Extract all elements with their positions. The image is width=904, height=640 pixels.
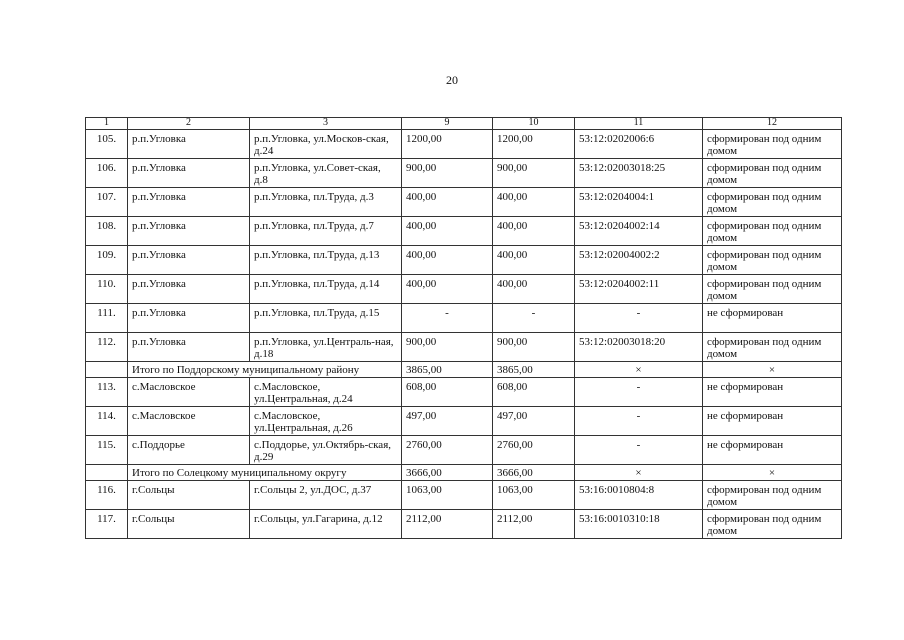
table-row: [86, 130, 842, 159]
row-settlement: с.Поддорье: [128, 436, 250, 465]
table-row: [86, 188, 842, 217]
row-col12: сформирован под одним домом: [703, 246, 842, 275]
row-col10: -: [493, 304, 575, 333]
subtotal-num-cell: [86, 362, 128, 378]
row-col10: 400,00: [493, 275, 575, 304]
table-row: [86, 217, 842, 246]
table-row: [86, 481, 842, 510]
header-row: [86, 118, 842, 130]
row-number: 117.: [86, 510, 128, 539]
row-col11: 53:12:02003018:20: [575, 333, 703, 362]
row-settlement: р.п.Угловка: [128, 188, 250, 217]
row-col11: -: [575, 407, 703, 436]
row-col9: 497,00: [402, 407, 493, 436]
row-number: 115.: [86, 436, 128, 465]
row-address: р.п.Угловка, пл.Труда, д.15: [250, 304, 402, 333]
row-col12: сформирован под одним домом: [703, 481, 842, 510]
row-address: р.п.Угловка, ул.Централь-ная, д.18: [250, 333, 402, 362]
row-number: 110.: [86, 275, 128, 304]
row-col10: 400,00: [493, 217, 575, 246]
subtotal-num-cell: [86, 465, 128, 481]
row-address: с.Масловское, ул.Центральная, д.24: [250, 378, 402, 407]
col-header-12: 12: [703, 118, 842, 130]
subtotal-label: [128, 362, 402, 378]
row-col9: -: [402, 304, 493, 333]
row-col11: -: [575, 304, 703, 333]
row-settlement: р.п.Угловка: [128, 159, 250, 188]
row-address: р.п.Угловка, пл.Труда, д.7: [250, 217, 402, 246]
subtotal-label: [128, 465, 402, 481]
row-col9: 900,00: [402, 333, 493, 362]
row-col10: 900,00: [493, 159, 575, 188]
subtotal-row: [86, 465, 842, 481]
row-number: 106.: [86, 159, 128, 188]
row-col12: не сформирован: [703, 407, 842, 436]
subtotal-col12: ×: [703, 465, 842, 481]
row-col11: 53:12:0204002:14: [575, 217, 703, 246]
page-number: 20: [446, 73, 458, 87]
row-address: р.п.Угловка, ул.Совет-ская, д.8: [250, 159, 402, 188]
row-col11: 53:12:0204004:1: [575, 188, 703, 217]
row-address: р.п.Угловка, пл.Труда, д.13: [250, 246, 402, 275]
row-col12: сформирован под одним домом: [703, 333, 842, 362]
table-row: [86, 275, 842, 304]
table-row: [86, 436, 842, 465]
row-col12: сформирован под одним домом: [703, 188, 842, 217]
row-col10: 497,00: [493, 407, 575, 436]
table-row: [86, 159, 842, 188]
row-settlement: р.п.Угловка: [128, 130, 250, 159]
col-header-1: 1: [86, 118, 128, 130]
table-row: [86, 333, 842, 362]
row-col9: 1063,00: [402, 481, 493, 510]
row-address: г.Сольцы 2, ул.ДОС, д.37: [250, 481, 402, 510]
subtotal-col10: 3865,00: [493, 362, 575, 378]
table-row: [86, 246, 842, 275]
col-header-10: 10: [493, 118, 575, 130]
table-row: [86, 304, 842, 333]
row-col10: 608,00: [493, 378, 575, 407]
col-header-11: 11: [575, 118, 703, 130]
row-address: с.Поддорье, ул.Октябрь-ская, д.29: [250, 436, 402, 465]
table-row: [86, 510, 842, 539]
row-col10: 1200,00: [493, 130, 575, 159]
row-col11: 53:16:0010310:18: [575, 510, 703, 539]
table-row: [86, 407, 842, 436]
subtotal-col9: 3865,00: [402, 362, 493, 378]
row-address: р.п.Угловка, пл.Труда, д.14: [250, 275, 402, 304]
registry-table: [85, 117, 842, 539]
row-number: 112.: [86, 333, 128, 362]
row-number: 109.: [86, 246, 128, 275]
row-col9: 400,00: [402, 217, 493, 246]
row-col10: 400,00: [493, 246, 575, 275]
row-number: 114.: [86, 407, 128, 436]
row-number: 111.: [86, 304, 128, 333]
table-body: [86, 130, 842, 539]
row-col9: 400,00: [402, 188, 493, 217]
row-number: 113.: [86, 378, 128, 407]
row-col10: 900,00: [493, 333, 575, 362]
row-col9: 2760,00: [402, 436, 493, 465]
subtotal-col10: 3666,00: [493, 465, 575, 481]
row-col11: 53:12:02003018:25: [575, 159, 703, 188]
row-col11: -: [575, 436, 703, 465]
subtotal-col9: 3666,00: [402, 465, 493, 481]
row-number: 116.: [86, 481, 128, 510]
row-settlement: г.Сольцы: [128, 481, 250, 510]
subtotal-col11: ×: [575, 465, 703, 481]
row-settlement: р.п.Угловка: [128, 217, 250, 246]
row-col10: 2760,00: [493, 436, 575, 465]
row-col11: 53:16:0010804:8: [575, 481, 703, 510]
row-col10: 1063,00: [493, 481, 575, 510]
row-col10: 400,00: [493, 188, 575, 217]
row-settlement: г.Сольцы: [128, 510, 250, 539]
row-settlement: с.Масловское: [128, 378, 250, 407]
col-header-2: 2: [128, 118, 250, 130]
row-col12: сформирован под одним домом: [703, 275, 842, 304]
row-number: 107.: [86, 188, 128, 217]
row-col12: сформирован под одним домом: [703, 130, 842, 159]
col-header-9: 9: [402, 118, 493, 130]
row-col12: сформирован под одним домом: [703, 510, 842, 539]
row-address: с.Масловское, ул.Центральная, д.26: [250, 407, 402, 436]
row-number: 105.: [86, 130, 128, 159]
row-col9: 608,00: [402, 378, 493, 407]
row-col12: не сформирован: [703, 436, 842, 465]
row-col11: -: [575, 378, 703, 407]
row-number: 108.: [86, 217, 128, 246]
subtotal-row: [86, 362, 842, 378]
row-col9: 400,00: [402, 246, 493, 275]
row-settlement: р.п.Угловка: [128, 246, 250, 275]
row-col9: 1200,00: [402, 130, 493, 159]
row-settlement: р.п.Угловка: [128, 275, 250, 304]
row-col12: не сформирован: [703, 378, 842, 407]
table-row: [86, 378, 842, 407]
row-address: р.п.Угловка, пл.Труда, д.3: [250, 188, 402, 217]
row-col11: 53:12:0204002:11: [575, 275, 703, 304]
subtotal-label-text: Итого по Поддорскому муниципальному району: [132, 364, 360, 376]
row-settlement: р.п.Угловка: [128, 333, 250, 362]
row-col9: 2112,00: [402, 510, 493, 539]
row-col9: 900,00: [402, 159, 493, 188]
col-header-3: 3: [250, 118, 402, 130]
row-col11: 53:12:0202006:6: [575, 130, 703, 159]
subtotal-col12: ×: [703, 362, 842, 378]
row-settlement: р.п.Угловка: [128, 304, 250, 333]
row-address: р.п.Угловка, ул.Москов-ская, д.24: [250, 130, 402, 159]
row-address: г.Сольцы, ул.Гагарина, д.12: [250, 510, 402, 539]
subtotal-col11: ×: [575, 362, 703, 378]
row-col12: не сформирован: [703, 304, 842, 333]
row-col11: 53:12:02004002:2: [575, 246, 703, 275]
row-col10: 2112,00: [493, 510, 575, 539]
row-col12: сформирован под одним домом: [703, 217, 842, 246]
row-col9: 400,00: [402, 275, 493, 304]
row-col12: сформирован под одним домом: [703, 159, 842, 188]
row-settlement: с.Масловское: [128, 407, 250, 436]
subtotal-label-text: Итого по Солецкому муниципальному округу: [132, 467, 347, 479]
